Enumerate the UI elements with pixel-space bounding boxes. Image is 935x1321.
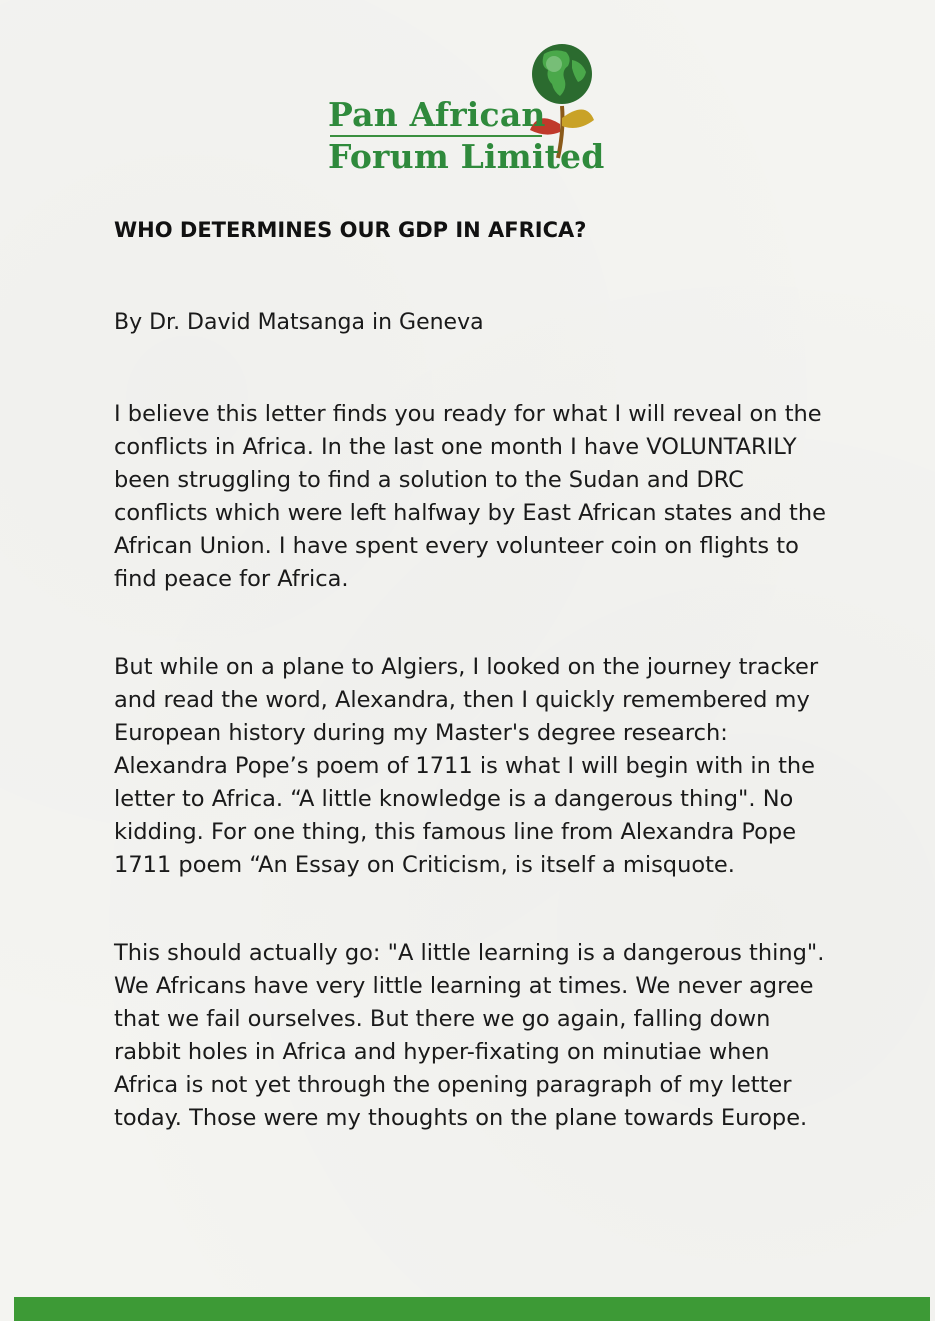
logo-text-line2: Forum Limited <box>328 137 605 176</box>
paragraph-3 <box>114 937 834 1135</box>
paragraph-line: today. Those were my thoughts on the plane towards Europe. <box>114 1105 808 1131</box>
pan-african-forum-logo <box>326 40 606 180</box>
paragraph-line: Alexandra Pope’s poem of 1711 is what I will begin with in the <box>114 753 816 779</box>
paragraph-line: conflicts which were left halfway by East African states and the <box>114 500 826 526</box>
paragraph-line: I believe this letter finds you ready for what I will reveal on the <box>114 401 822 427</box>
paragraph-line: rabbit holes in Africa and hyper-fixating on minutiae when <box>114 1039 770 1065</box>
paragraph-line: European history during my Master's degree research: <box>114 720 728 746</box>
paragraph-1 <box>114 398 834 596</box>
paragraph-line: been struggling to find a solution to the Sudan and DRC <box>114 467 744 493</box>
paragraph-line: 1711 poem “An Essay on Criticism, is itself a misquote. <box>114 852 735 878</box>
footer-green-bar <box>14 1297 930 1321</box>
paragraph-line: conflicts in Africa. In the last one month I have VOLUNTARILY <box>114 434 797 460</box>
paragraph-line: and read the word, Alexandra, then I quickly remembered my <box>114 687 810 713</box>
paragraph-line: that we fail ourselves. But there we go again, falling down <box>114 1006 771 1032</box>
paragraph-line: kidding. For one thing, this famous line from Alexandra Pope <box>114 819 797 845</box>
paragraph-line: find peace for Africa. <box>114 566 349 592</box>
logo-text-line1: Pan African <box>328 95 546 134</box>
paragraph-2 <box>114 651 834 882</box>
paragraph-line: But while on a plane to Algiers, I looked on the journey tracker <box>114 654 819 680</box>
paragraph-line: Africa is not yet through the opening paragraph of my letter <box>114 1072 792 1098</box>
letter-title: WHO DETERMINES OUR GDP IN AFRICA? <box>114 218 587 242</box>
paragraph-line: This should actually go: "A little learning is a dangerous thing". <box>114 940 825 966</box>
letter-byline: By Dr. David Matsanga in Geneva <box>114 310 484 335</box>
paragraph-line: African Union. I have spent every volunteer coin on flights to <box>114 533 799 559</box>
paragraph-line: letter to Africa. “A little knowledge is a dangerous thing". No <box>114 786 794 812</box>
paragraph-line: We Africans have very little learning at times. We never agree <box>114 973 814 999</box>
